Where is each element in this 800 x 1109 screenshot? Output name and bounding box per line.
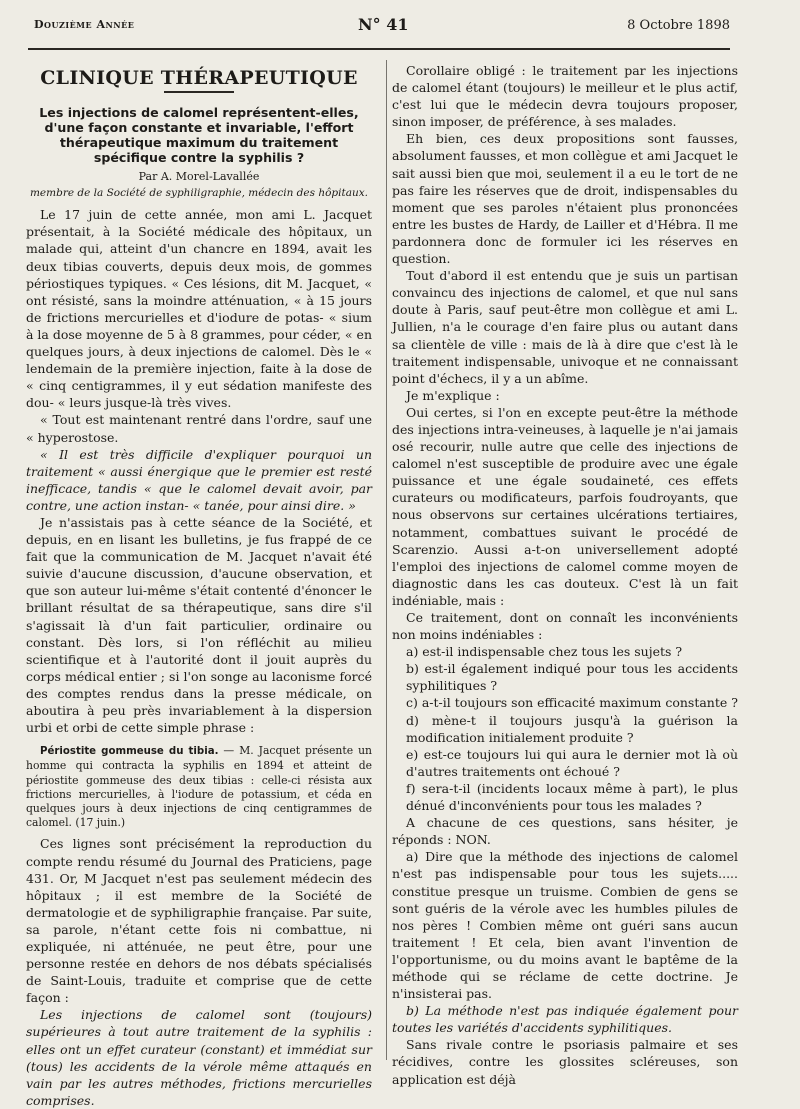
report-lead: Périostite gommeuse du tibia. [40,746,219,758]
header-issue-number: N° 41 [358,15,409,34]
header-date: 8 Octobre 1898 [627,18,730,33]
paragraph: Eh bien, ces deux propositions sont fausses, absolument fausses, et mon collègue et ami Jacquet le sait aussi bien que moi, seulement il a eu le tort de ne pas faire les réserves que de droit, indispensables du moment que ses paroles n'étaient plus prononcées entre les bustes de Hardy, de Lailler et d'Hébra. Il me pardonnera donc de formuler ici les réserves en question. [392,131,738,267]
left-column [26,62,372,1109]
paragraph: b) La méthode n'est pas indiquée également pour toutes les variétés d'accidents syphilitiques. [392,1003,738,1036]
title-rule [164,91,234,93]
paragraph: Oui certes, si l'on en excepte peut-être la méthode des injections intra-veineuses, à laquelle je n'ai jamais osé recourir, nulle autre que celle des injections de calomel n'est susceptible de produire avec une égale puissance et une égale soudaineté, ces effets curateurs ou modificateurs, parfois foudroyants, que nous observons sur certaines ulcérations tertiaires, notamment, combattues suivant le procédé de Scarenzio. Aussi a-t-on universellement adopté l'emploi des injections de calomel comme moyen de diagnostic dans les cas douteux. C'est là un fait indéniable, mais : [392,404,738,608]
article-title: CLINIQUE THÉRAPEUTIQUE [40,67,358,89]
paragraph: A chacune de ces questions, sans hésiter, je réponds : NON. [392,815,738,848]
paragraph: Corollaire obligé : le traitement par les injections de calomel étant (toujours) le meilleur et le plus actif, c'est lui que le médecin devra toujours proposer, sinon imposer, de préférence, à ses malades. [392,63,738,130]
right-column [392,62,738,1088]
paragraph: Sans rivale contre le psoriasis palmaire et ses récidives, contre les glossites scléreuses, son application est déjà [392,1037,738,1087]
quoted-paragraph: « Il est très difficile d'expliquer pourquoi un traitement « aussi énergique que le premier est resté inefficace, tandis « que le calomel devait avoir, par contre, une action instan- « tanée, pour ainsi dire. » [26,446,372,513]
header-rule [28,48,730,50]
page-header [28,15,730,48]
paragraph: Ces lignes sont précisément la reproduction du compte rendu résumé du Journal des Praticiens, page 431. Or, M Jacquet n'est pas seulement médecin des hôpitaux ; il est membre de la Société de dermatologie et de syphiligraphie française. Par suite, sa parole, n'étant cette fois ni combattue, ni expliquée, ni atténuée, ne peut être, pour une personne restée en dehors de nos débats spécialisés de Saint-Louis, traduite et comprise que de cette façon : [26,836,372,1006]
report-text: — M. Jacquet présente un homme qui contracta la syphilis en 1894 et atteint de périostite gommeuse des deux tibias : celle-ci résista aux frictions mercurielles, à l'iodure de potassium, et céda en quelques jours à deux injections de cinq centigrammes de calomel. (17 juin.) [26,744,372,830]
question-item: e) est-ce toujours lui qui aura le dernier mot là où d'autres traitements ont échoué ? [406,746,738,779]
header-volume: Douzième Année [34,18,135,31]
quoted-paragraph: Les injections de calomel sont (toujours) supérieures à tout autre traitement de la syphilis : elles ont un effet curateur (constant) et immédiat sur (tous) les accidents de la vérole même attaqués en vain par les autres méthodes, frictions mercurielles comprises. [26,1007,372,1108]
author-affiliation: membre de la Société de syphiligraphie, médecin des hôpitaux. [29,187,369,200]
question-item: a) est-il indispensable chez tous les sujets ? [406,644,683,660]
question-item: f) sera-t-il (incidents locaux même à part), le plus dénué d'inconvénients pour tous les malades ? [406,780,738,814]
byline: Par A. Morel-Lavallée [138,170,260,184]
question-item: b) est-il également indiqué pour tous les accidents syphilitiques ? [406,661,738,694]
question-item: c) a-t-il toujours son efficacité maximum constante ? [406,695,738,711]
question-item: d) mène-t il toujours jusqu'à la guérison la modification initialement produite ? [406,712,738,745]
paragraph: Le 17 juin de cette année, mon ami L. Jacquet présentait, à la Société médicale des hôpitaux, un malade qui, atteint d'un chancre en 1894, avait les deux tibias couverts, depuis deux mois, de gommes périostiques typiques. « Ces lésions, dit M. Jacquet, « ont résisté, sans la moindre atténuation, « à 15 jours de frictions mercurielles et d'iodure de potas- « sium à la dose moyenne de 5 à 8 grammes, pour céder, « en quelques jours, à deux injections de calomel. Dès le « lendemain de la première injection, faite à la dose de « cinq centigrammes, il y eut sédation manifeste des dou- « leurs jusque-là très vives. [26,207,372,411]
article-subtitle: Les injections de calomel représentent-elles, d'une façon constante et invariable, l'effort thérapeutique maximum du traitement spécifique contre la syphilis ? [39,105,359,166]
paragraph: Ce traitement, dont on connaît les inconvénients non moins indéniables : [392,610,738,643]
paragraph: « Tout est maintenant rentré dans l'ordre, sauf une « hyperostose. [26,412,372,445]
paragraph: Je m'explique : [406,387,500,403]
paragraph: a) Dire que la méthode des injections de calomel n'est pas indispensable pour tous les sujets..... constitue presque un truisme. Combien de gens se sont guéris de la vérole avec les humbles pilules de nos pères ! Combien même ont guéri sans aucun traitement ! Et cela, bien avant l'invention de l'opportunisme, ou du moins avant le baptême de la méthode qui se réclame de cette doctrine. Je n'insisterai pas. [392,849,738,1002]
report-summary [26,744,372,830]
paragraph: Je n'assistais pas à cette séance de la Société, et depuis, en en lisant les bulletins, je fus frappé de ce fait que la communication de M. Jacquet n'avait été suivie d'aucune discussion, d'aucune observation, et que son auteur lui-même s'était contenté d'énoncer le brillant résultat de sa thérapeutique, sans dire s'il s'agissait là d'un fait particulier, ordinaire ou constant. Dès lors, si l'on réfléchit au milieu scientifique et à l'autorité dont il jouit auprès du corps médical entier ; si l'on songe au laconisme forcé des comptes rendus dans la presse médicale, on aboutira à peu près invariablement à la dispersion urbi et orbi de cette simple phrase : [26,514,372,736]
paragraph: Tout d'abord il est entendu que je suis un partisan convaincu des injections de calomel, et que nul sans doute à Paris, sauf peut-être mon collègue et ami L. Jullien, n'a le courage d'en faire plus ou autant dans sa clientèle de ville : mais de là à dire que c'est là le traitement indispensable, univoque et ne connaissant point d'échecs, il y a un abîme. [392,268,738,386]
column-divider [386,60,387,1060]
